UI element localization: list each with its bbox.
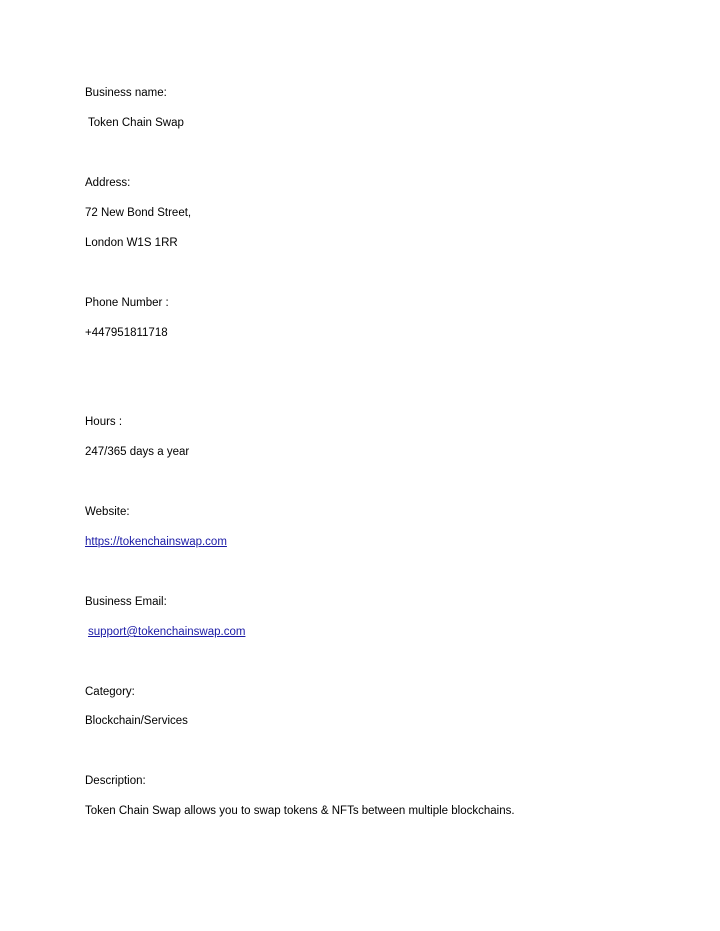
- email-link[interactable]: support@tokenchainswap.com: [88, 626, 246, 638]
- address-label: Address:: [85, 177, 131, 189]
- category-value: Blockchain/Services: [85, 715, 188, 727]
- description-value: Token Chain Swap allows you to swap tokens & NFTs between multiple blockchains.: [85, 805, 515, 817]
- phone-value: +447951811718: [85, 327, 168, 339]
- business-name-value: Token Chain Swap: [88, 117, 184, 129]
- email-line: [88, 625, 245, 639]
- phone-label: Phone Number :: [85, 297, 169, 309]
- hours-label: Hours :: [85, 416, 123, 428]
- description-label: Description:: [85, 775, 146, 787]
- hours-value: 247/365 days a year: [85, 446, 190, 458]
- business-name-label: Business name:: [85, 87, 167, 99]
- email-label: Business Email:: [85, 596, 167, 608]
- address-line-1: 72 New Bond Street,: [85, 207, 192, 219]
- website-line: [85, 535, 227, 549]
- address-line-2: London W1S 1RR: [85, 237, 178, 249]
- category-label: Category:: [85, 686, 135, 698]
- website-link[interactable]: https://tokenchainswap.com: [85, 536, 227, 548]
- website-label: Website:: [85, 506, 130, 518]
